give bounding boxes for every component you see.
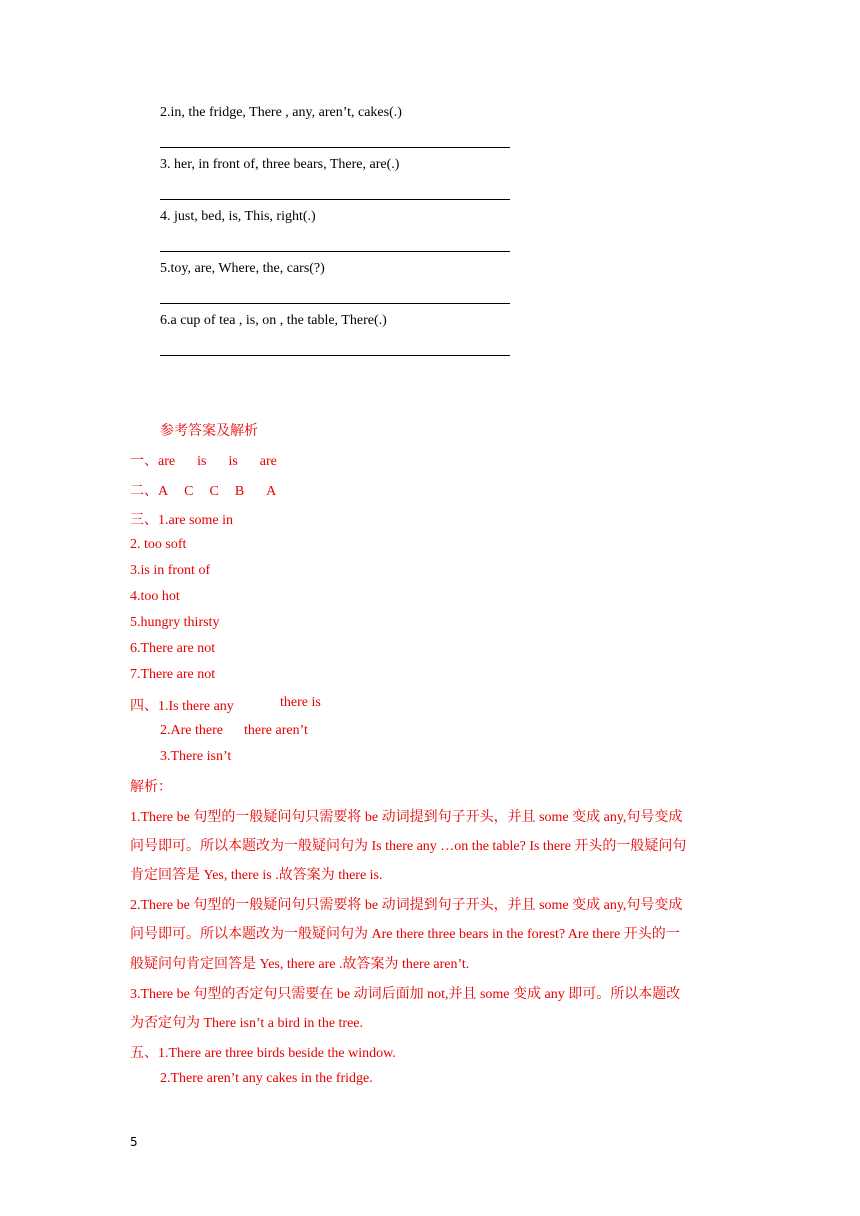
answer-section-5: 五、1.There are three birds beside the window.: [130, 1046, 396, 1061]
analysis-line: 3.There be 句型的否定句只需要在 be 动词后面加 not,并且 some 变成 any 即可。所以本题改: [130, 987, 681, 1002]
answer-4-2: 2.Are there: [160, 723, 223, 738]
answer-3-5: 5.hungry thirsty: [130, 615, 220, 630]
answer-3-6: 6.There are not: [130, 641, 216, 656]
answer-3-7: 7.There are not: [130, 667, 216, 682]
analysis-line: 般疑问句肯定回答是 Yes, there are .故答案为 there aren’t.: [130, 957, 470, 972]
answer-section-2: 二、A C C B A: [130, 484, 277, 499]
exercise-item-5: 5.toy, are, Where, the, cars(?): [160, 261, 325, 276]
answer-5-2: 2.There aren’t any cakes in the fridge.: [160, 1071, 373, 1086]
answer-line: [160, 251, 510, 252]
page-number: 5: [130, 1135, 138, 1149]
analysis-line: 为否定句为 There isn’t a bird in the tree.: [130, 1016, 364, 1031]
answer-line: [160, 303, 510, 304]
answer-4-3: 3.There isn’t: [160, 749, 232, 764]
analysis-label: 解析：: [130, 780, 172, 795]
analysis-line: 1.There be 句型的一般疑问句只需要将 be 动词提到句子开头，并且 some 变成 any,句号变成: [130, 810, 683, 825]
exercise-item-6: 6.a cup of tea , is, on , the table, There(.): [160, 313, 387, 328]
answer-section-4: 四、1.Is there any: [130, 699, 234, 714]
answer-3-4: 4.too hot: [130, 589, 180, 604]
analysis-line: 问号即可。所以本题改为一般疑问句为 Are there three bears in the forest? Are there 开头的一: [130, 927, 680, 942]
answer-3-2: 2. too soft: [130, 537, 187, 552]
answer-line: [160, 199, 510, 200]
answer-section-1: 一、are is is are: [130, 454, 277, 469]
exercise-item-4: 4. just, bed, is, This, right(.): [160, 209, 316, 224]
answer-3-3: 3.is in front of: [130, 563, 211, 578]
analysis-line: 2.There be 句型的一般疑问句只需要将 be 动词提到句子开头，并且 some 变成 any,句号变成: [130, 898, 683, 913]
analysis-line: 问号即可。所以本题改为一般疑问句为 Is there any …on the table? Is there 开头的一般疑问句: [130, 839, 687, 854]
answer-4-1-reply: there is: [280, 695, 321, 710]
answer-line: [160, 355, 510, 356]
exercise-item-2: 2.in, the fridge, There , any, aren’t, cakes(.): [160, 105, 402, 120]
answer-key-title: 参考答案及解析: [160, 424, 258, 439]
answer-section-3: 三、1.are some in: [130, 513, 234, 528]
answer-4-2-reply: there aren’t: [244, 723, 308, 738]
exercise-item-3: 3. her, in front of, three bears, There, are(.): [160, 157, 400, 172]
analysis-line: 肯定回答是 Yes, there is .故答案为 there is.: [130, 868, 383, 883]
answer-line: [160, 147, 510, 148]
